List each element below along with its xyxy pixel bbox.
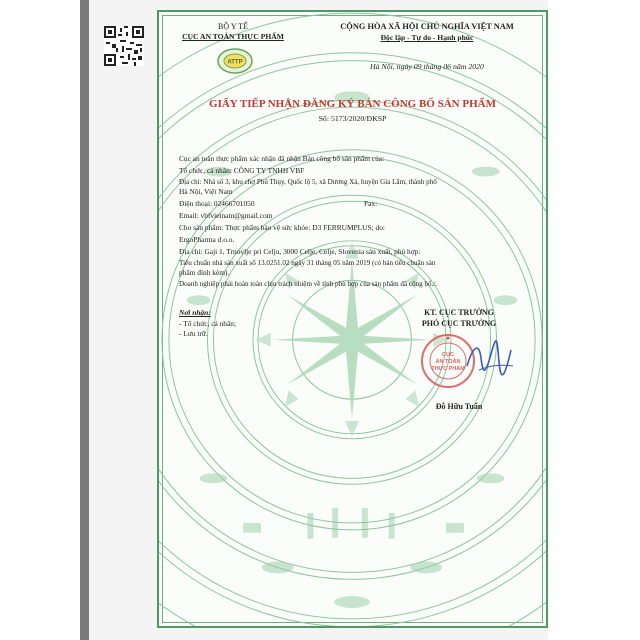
phone-line: Điện thoại: 02466701050	[179, 199, 255, 208]
stamp-text-2: AN TOÀN	[435, 359, 461, 365]
signer-title-2: PHÓ CỤC TRƯỞNG	[421, 319, 497, 328]
department-name: CỤC AN TOÀN THỰC PHẨM	[182, 32, 284, 41]
intro-text: Cục an toàn thực phẩm xác nhận đã nhận Bản công bố sản phẩm của:	[179, 154, 385, 163]
logo-text: ATTP	[227, 59, 243, 66]
manufacturer-name: ErgoPharma d.o.o.	[179, 235, 235, 244]
handwritten-signature	[459, 336, 519, 382]
certificate-page	[157, 10, 548, 628]
national-motto: Độc lập - Tự do - Hạnh phúc	[380, 33, 474, 42]
fax-line: Fax:	[364, 199, 378, 208]
email-line: Email: vbfvietnam@gmail.com	[179, 211, 273, 220]
place-and-date: Hà Nội, ngày 09 tháng 06 năm 2020	[370, 62, 484, 71]
standard-line-2: phẩm đính kèm).	[179, 268, 230, 277]
recipients-heading: Nơi nhận:	[179, 308, 211, 317]
signer-name: Đỗ Hữu Tuấn	[435, 402, 483, 411]
ministry-name: BỘ Y TẾ	[218, 22, 248, 31]
document-number: Số: 5173/2020/ĐKSP	[318, 114, 387, 123]
product-line: Cho sản phẩm: Thực phẩm bảo vệ sức khỏe: D3 FERRUMPLUS; do:	[179, 223, 385, 232]
right-margin	[548, 0, 640, 640]
recipient-item-2: - Lưu trữ.	[179, 329, 208, 338]
address-line-1: Địa chỉ: Nhà số 3, khu chợ Phú Thụy, Quốc lộ 5, xã Dương Xá, huyện Gia Lâm, thành phố	[179, 178, 437, 186]
manufacturer-address: Địa chỉ: Gaji 1, Trnovlje pri Celju, 3000 Celje, Celje, Slovenia sản xuất, phù hợp:	[179, 247, 421, 256]
organization-line: Tổ chức, cá nhân: CÔNG TY TNHH VBF	[179, 166, 305, 175]
page-edge-strip	[80, 0, 89, 640]
responsibility-line: Doanh nghiệp phải hoàn toàn chịu trách nhiệm về tính phù hợp của sản phẩm đã công bố./.	[179, 280, 438, 288]
stamp-text-3: THỰC PHẨM	[431, 366, 465, 372]
address-line-2: Hà Nội, Việt Nam	[179, 187, 233, 196]
signer-title-1: KT. CỤC TRƯỞNG	[424, 308, 494, 317]
food-safety-logo-icon	[217, 48, 253, 74]
document-title: GIẤY TIẾP NHẬN ĐĂNG KÝ BẢN CÔNG BỐ SẢN PHẨM	[209, 98, 496, 110]
left-margin	[0, 0, 80, 640]
qr-code-icon	[104, 26, 144, 66]
republic-heading: CỘNG HÒA XÃ HỘI CHỦ NGHĨA VIỆT NAM	[340, 22, 514, 31]
recipient-item-1: - Tổ chức, cá nhân;	[179, 319, 237, 328]
stamp-text-1: CỤC	[442, 352, 454, 358]
standard-line-1: Tiêu chuẩn nhà sản xuất số 13.0251.02 ngày 31 tháng 05 năm 2019 (có bản tiêu chuẩn sản	[179, 259, 436, 267]
